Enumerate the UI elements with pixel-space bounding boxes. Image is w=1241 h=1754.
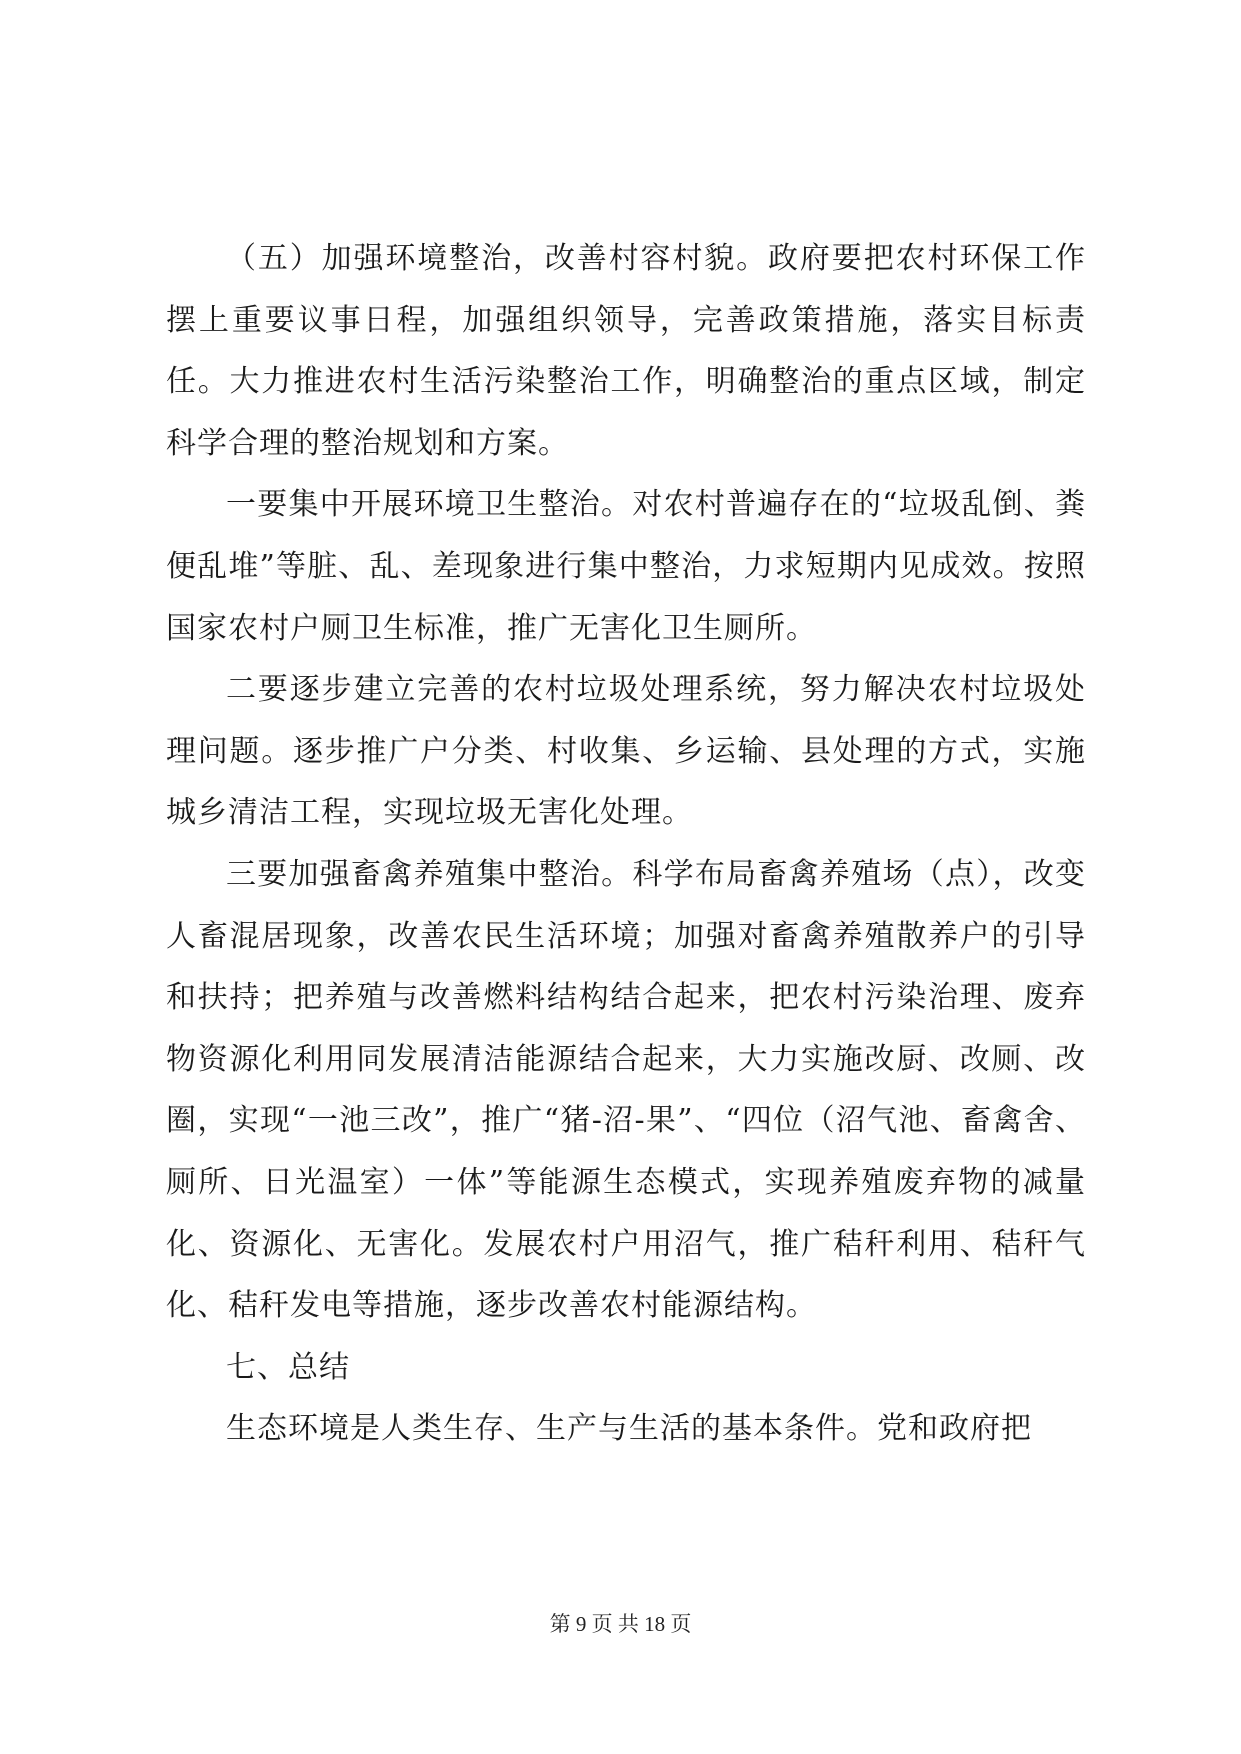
paragraph-summary-start: 生态环境是人类生存、生产与生活的基本条件。党和政府把 (226, 1411, 1032, 1447)
paragraph-sanitation-cleanup: 一要集中开展环境卫生整治。对农村普遍存在的“垃圾乱倒、粪便乱堆”等脏、乱、差现象进行集中整治，力求短期内见成效。按照国家农村户厕卫生标准，推广无害化卫生厕所。 (166, 487, 1086, 646)
paragraph-improve-village-environment: （五）加强环境整治，改善村容村貌。政府要把农村环保工作摆上重要议事日程，加强组织领导，完善政策措施，落实目标责任。大力推进农村生活污染整治工作，明确整治的重点区域，制定科学合理的整治规划和方案。 (166, 241, 1086, 461)
paragraph-garbage-system: 二要逐步建立完善的农村垃圾处理系统，努力解决农村垃圾处理问题。逐步推广户分类、村收集、乡运输、县处理的方式，实施城乡清洁工程，实现垃圾无害化处理。 (166, 672, 1086, 831)
document-body (166, 228, 1086, 1460)
page-number-footer: 第 9 页 共 18 页 (549, 1612, 692, 1636)
section-heading-summary: 七、总结 (226, 1349, 350, 1385)
paragraph-livestock-rectification: 三要加强畜禽养殖集中整治。科学布局畜禽养殖场（点），改变人畜混居现象，改善农民生活环境；加强对畜禽养殖散养户的引导和扶持；把养殖与改善燃料结构结合起来，把农村污染治理、废弃物资源化利用同发展清洁能源结合起来，大力实施改厨、改厕、改圈，实现“一池三改”，推广“猪-沼-果”、“四位（沼气池、畜禽舍、厕所、日光温室）一体”等能源生态模式，实现养殖废弃物的减量化、资源化、无害化。发展农村户用沼气，推广秸秆利用、秸秆气化、秸秆发电等措施，逐步改善农村能源结构。 (166, 856, 1086, 1324)
